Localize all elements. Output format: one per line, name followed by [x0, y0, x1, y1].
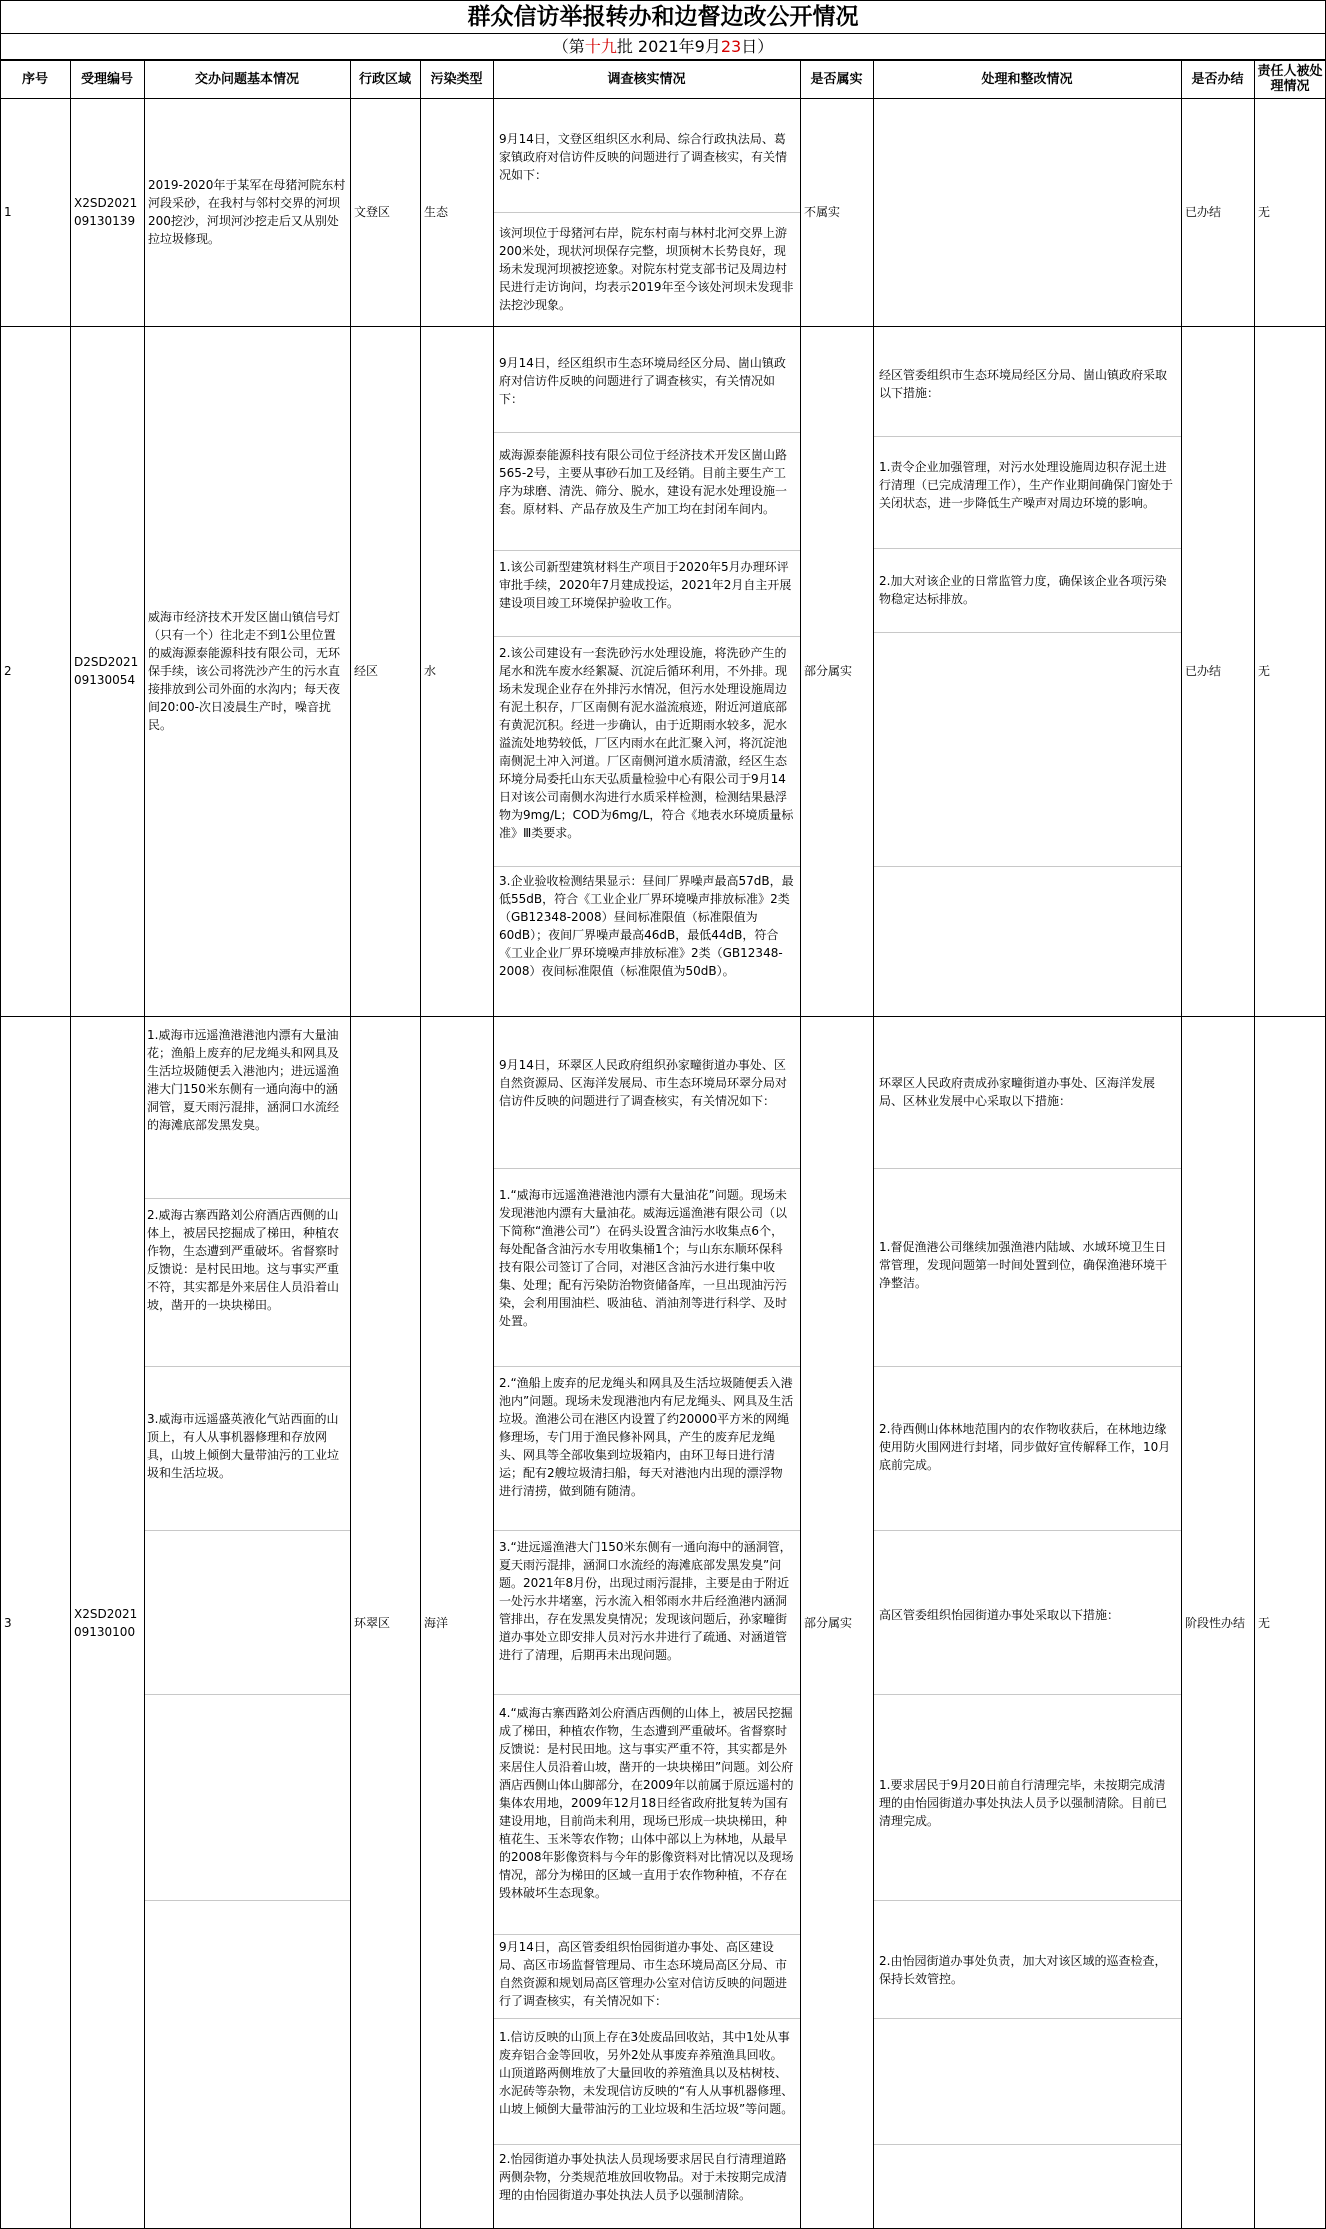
column-rule [873, 60, 874, 2229]
row-completed: 已办结 [1185, 664, 1222, 678]
row-responsible: 无 [1258, 664, 1271, 678]
investigation-paragraph: 3.企业验收检测结果显示：昼间厂界噪声最高57dB，最低55dB，符合《工业企业厂界环境噪声排放标准》2类（GB12348-2008）昼间标准限值（标准限值为60dB）；夜间厂界噪声最高46dB，最低44dB，符合《工业企业厂界环境噪声排放标准》2类（GB12348-2008）夜间标准限值（标准限值为50dB）。 [499, 874, 794, 978]
paragraph-divider [873, 548, 1181, 549]
investigation-paragraph: 威海源泰能源科技有限公司位于经济技术开发区崮山路565-2号，主要从事砂石加工及经销。目前主要生产工序为球磨、清洗、筛分、脱水，建设有泥水处理设施一套。原材料、产品存放及生产加工均在封闭车间内。 [499, 448, 788, 516]
handling-paragraph: 1.要求居民于9月20日前自行清理完毕，未按期完成清理的由怡园街道办事处执法人员予以强制清除。目前已清理完成。 [879, 1778, 1168, 1828]
row-pollution: 生态 [424, 205, 449, 219]
paragraph-divider [873, 1530, 1181, 1531]
paragraph-divider [144, 1900, 350, 1901]
column-rule [350, 60, 351, 2229]
paragraph-divider [873, 866, 1181, 867]
handling-paragraph: 2.待西侧山体林地范围内的农作物收获后，在林地边缘使用防火围网进行封堵，同步做好宣传解释工作，10月底前完成。 [879, 1422, 1171, 1472]
row-region: 经区 [354, 664, 379, 678]
column-rule [1254, 60, 1255, 2229]
paragraph-divider [873, 436, 1181, 437]
investigation-paragraph: 1.“威海市远遥渔港港池内漂有大量油花”问题。现场未发现港池内漂有大量油花。威海远遥渔港有限公司（以下简称“渔港公司”）在码头设置含油污水收集点6个，每处配备含油污水专用收集桶1个；与山东东顺环保科技有限公司签订了合同，对港区含油污水进行集中收集、处理；配有污染防治物资储备库，一旦出现油污污染，会利用围油栏、吸油毡、消油剂等进行科学、及时处置。 [499, 1188, 788, 1328]
table-rule [0, 326, 1326, 327]
paragraph-divider [873, 1900, 1181, 1901]
investigation-paragraph: 1.信访反映的山顶上存在3处废品回收站，其中1处从事废弃铝合金等回收，另外2处从事废弃养殖渔具回收。山顶道路两侧堆放了大量回收的养殖渔具以及枯树枝、水泥砖等杂物，未发现信访反映的“有人从事机器修理、山坡上倾倒大量带油污的工业垃圾和生活垃圾”等问题。 [499, 2030, 794, 2116]
header-id: 受理编号 [80, 71, 133, 87]
header-verified: 是否属实 [810, 71, 863, 87]
issue-paragraph: 2.威海古寨西路刘公府酒店西侧的山体上，被居民挖掘成了梯田，种植农作物，生态遭到严重破坏。省督察时反馈说：是村民田地。这与事实严重不符，其实都是外来居住人员沿着山坡，凿开的一块块梯田。 [147, 1208, 340, 1312]
page-subtitle [0, 34, 1326, 60]
paragraph-divider [493, 550, 800, 551]
investigation-paragraph: 该河坝位于母猪河右岸，院东村南与林村北河交界上游200米处，现状河坝保存完整，坝顶树木长势良好，现场未发现河坝被挖迹象。对院东村党支部书记及周边村民进行走访询问，均表示2019年至今该处河坝未发现非法挖沙现象。 [499, 226, 794, 312]
header-pollution: 污染类型 [430, 71, 483, 87]
paragraph-divider [493, 2144, 800, 2145]
paragraph-divider [873, 1168, 1181, 1169]
table-border [0, 0, 1, 2229]
handling-paragraph: 1.督促渔港公司继续加强渔港内陆域、水域环境卫生日常管理，发现问题第一时间处置到位，确保渔港环境干净整洁。 [879, 1240, 1168, 1290]
row-no: 1 [4, 205, 12, 219]
row-verified: 不属实 [804, 205, 841, 219]
handling-paragraph: 经区管委组织市生态环境局经区分局、崮山镇政府采取以下措施： [879, 368, 1168, 400]
investigation-paragraph: 9月14日，高区管委组织怡园街道办事处、高区建设局、高区市场监督管理局、市生态环境局高区分局、市自然资源和规划局高区管理办公室对信访反映的问题进行了调查核实，有关情况如下： [499, 1940, 788, 2008]
row-completed: 阶段性办结 [1185, 1615, 1246, 1630]
row-no: 2 [4, 664, 12, 678]
handling-paragraph: 高区管委组织怡园街道办事处采取以下措施： [879, 1608, 1120, 1622]
row-id: D2SD202109130054 [74, 655, 139, 687]
row-issue: 2019-2020年于某军在母猪河院东村河段采砂，在我村与邻村交界的河坝200挖沙，河坝河沙挖走后又从别处拉垃圾修现。 [148, 178, 346, 246]
column-rule [70, 60, 71, 2229]
paragraph-divider [493, 1366, 800, 1367]
column-rule [420, 60, 421, 2229]
column-rule [493, 60, 494, 2229]
row-region: 环翠区 [354, 1615, 391, 1630]
investigation-paragraph: 9月14日，环翠区人民政府组织孙家疃街道办事处、区自然资源局、区海洋发展局、市生态环境局环翠分局对信访件反映的问题进行了调查核实，有关情况如下： [499, 1058, 788, 1108]
header-region: 行政区域 [358, 71, 411, 87]
row-region: 文登区 [354, 205, 391, 219]
subtitle-open: （第 [552, 37, 585, 56]
header-no: 序号 [21, 71, 48, 87]
header-investigation: 调查核实情况 [607, 71, 686, 87]
row-no: 3 [4, 1615, 12, 1630]
investigation-paragraph: 2.该公司建设有一套洗砂污水处理设施，将洗砂产生的尾水和洗车废水经絮凝、沉淀后循环利用，不外排。现场未发现企业存在外排污水情况，但污水处理设施周边有泥土积存，厂区南侧有泥水溢流痕迹，附近河道底部有黄泥沉积。经进一步确认，由于近期雨水较多，泥水溢流处地势较低，厂区内雨水在此汇聚入河，将沉淀池南侧泥土冲入河道。厂区南侧河道水质清澈，经区生态环境分局委托山东天弘质量检验中心有限公司于9月14日对该公司南侧水沟进行水质采样检测，检测结果悬浮物为9mg/L；COD为6mg/L，符合《地表水环境质量标准》Ⅲ类要求。 [499, 646, 794, 840]
header-responsible: 责任人被处理情况 [1257, 64, 1323, 94]
paragraph-divider [493, 2018, 800, 2019]
header-handling: 处理和整改情况 [981, 71, 1073, 87]
row-issue: 威海市经济技术开发区崮山镇信号灯（只有一个）往北走不到1公里位置的威海源泰能源科技有限公司，无环保手续，该公司将洗沙产生的污水直接排放到公司外面的水沟内；每天夜间20:00-次日凌晨生产时，噪音扰民。 [148, 610, 341, 732]
paragraph-divider [873, 2018, 1181, 2019]
investigation-paragraph: 3.“进远遥渔港大门150米东侧有一通向海中的涵洞管，夏天雨污混排，涵洞口水流经的海滩底部发黑发臭”问题。2021年8月份，出现过雨污混排，主要是由于附近一处污水井堵塞，污水流入相邻雨水井后经渔港内涵洞管排出，存在发黑发臭情况；发现该问题后，孙家疃街道办事处立即安排人员对污水井进行了疏通、对涵道管进行了清理，后期再未出现问题。 [499, 1540, 792, 1662]
handling-paragraph: 2.由怡园街道办事处负责，加大对该区域的巡查检查，保持长效管控。 [879, 1954, 1167, 1986]
subtitle-day: 23 [720, 37, 742, 56]
paragraph-divider [493, 1530, 800, 1531]
row-id: X2SD202109130100 [74, 1606, 138, 1639]
investigation-paragraph: 2.“渔船上废弃的尼龙绳头和网具及生活垃圾随便丢入港池内”问题。现场未发现港池内有尼龙绳头、网具及生活垃圾。渔港公司在港区内设置了约20000平方米的网绳修理场，专门用于渔民修补网具，产生的废弃尼龙绳头、网具等全部收集到垃圾箱内，由环卫每日进行清运；配有2艘垃圾清扫船，每天对港池内出现的漂浮物进行清捞，做到随有随清。 [499, 1376, 794, 1498]
paragraph-divider [144, 1530, 350, 1531]
column-rule [800, 60, 801, 2229]
issue-paragraph: 3.威海市远遥盛英液化气站西面的山顶上，有人从事机器修理和存放网具，山坡上倾倒大量带油污的工业垃圾和生活垃圾。 [147, 1412, 340, 1480]
paragraph-divider [144, 1198, 350, 1199]
table-border [0, 0, 1326, 1]
paragraph-divider [144, 1366, 350, 1367]
row-handling [873, 98, 1181, 326]
row-completed: 已办结 [1185, 205, 1222, 219]
investigation-paragraph: 2.怡园街道办事处执法人员现场要求居民自行清理道路两侧杂物，分类规范堆放回收物品。对于未按期完成清理的由怡园街道办事处执法人员予以强制清除。 [499, 2152, 788, 2202]
paragraph-divider [873, 1694, 1181, 1695]
paragraph-divider [493, 866, 800, 867]
row-pollution: 水 [424, 664, 437, 678]
issue-paragraph: 1.威海市远遥渔港港池内漂有大量油花；渔船上废弃的尼龙绳头和网具及生活垃圾随便丢入港池内；进远遥渔港大门150米东侧有一通向海中的涵洞管，夏天雨污混排，涵洞口水流经的海滩底部发黑发臭。 [147, 1028, 340, 1132]
header-issue: 交办问题基本情况 [194, 71, 299, 87]
investigation-paragraph: 4.“威海古寨西路刘公府酒店西侧的山体上，被居民挖掘成了梯田，种植农作物，生态遭到严重破坏。省督察时反馈说：是村民田地。这与事实严重不符，其实都是外来居住人员沿着山坡，凿开的一块块梯田”问题。刘公府酒店西侧山体山脚部分，在2009年以前属于原远遥村的集体农用地，2009年12月18日经省政府批复转为国有建设用地，目前尚未利用，现场已形成一块块梯田，种植花生、玉米等农作物；山体中部以上为林地，从最早的2008年影像资料与今年的影像资料对比情况以及现场情况，部分为梯田的区域一直用于农作物种植，不存在毁林破坏生态现象。 [499, 1706, 794, 1900]
row-verified: 部分属实 [804, 1615, 853, 1630]
header-completed: 是否办结 [1191, 71, 1244, 87]
paragraph-divider [873, 632, 1181, 633]
table-rule [0, 60, 1326, 61]
row-id: X2SD202109130139 [74, 196, 138, 228]
handling-paragraph: 1.责令企业加强管理，对污水处理设施周边积存泥土进行清理（已完成清理工作），生产作业期间确保门窗处于关闭状态，进一步降低生产噪声对周边环境的影响。 [879, 460, 1174, 510]
row-pollution: 海洋 [424, 1615, 449, 1630]
handling-paragraph: 2.加大对该企业的日常监管力度，确保该企业各项污染物稳定达标排放。 [879, 574, 1167, 606]
table-rule [0, 98, 1326, 99]
row-responsible: 无 [1258, 205, 1271, 219]
column-rule [144, 60, 145, 2229]
paragraph-divider [493, 1934, 800, 1935]
paragraph-divider [873, 1366, 1181, 1367]
paragraph-divider [873, 2144, 1181, 2145]
paragraph-divider [144, 1694, 350, 1695]
row-responsible: 无 [1258, 1615, 1271, 1630]
paragraph-divider [493, 212, 800, 213]
subtitle-close: 日） [741, 37, 774, 56]
investigation-paragraph: 9月14日，经区组织市生态环境局经区分局、崮山镇政府对信访件反映的问题进行了调查核实，有关情况如下： [499, 356, 786, 406]
batch-number: 十九 [584, 37, 617, 56]
column-rule [1181, 60, 1182, 2229]
paragraph-divider [493, 1694, 800, 1695]
handling-paragraph: 环翠区人民政府责成孙家疃街道办事处、区海洋发展局、区林业发展中心采取以下措施： [879, 1076, 1156, 1108]
page-title: 群众信访举报转办和边督边改公开情况 [0, 0, 1326, 34]
paragraph-divider [493, 1168, 800, 1169]
investigation-paragraph: 9月14日，文登区组织区水利局、综合行政执法局、葛家镇政府对信访件反映的问题进行了调查核实，有关情况如下： [499, 132, 788, 182]
paragraph-divider [493, 432, 800, 433]
row-verified: 部分属实 [804, 664, 853, 678]
investigation-paragraph: 1.该公司新型建筑材料生产项目于2020年5月办理环评审批手续，2020年7月建成投运，2021年2月自主开展建设项目竣工环境保护验收工作。 [499, 560, 792, 610]
paragraph-divider [493, 636, 800, 637]
table-rule [0, 1016, 1326, 1017]
subtitle-date: 批 2021年9月 [616, 37, 721, 56]
